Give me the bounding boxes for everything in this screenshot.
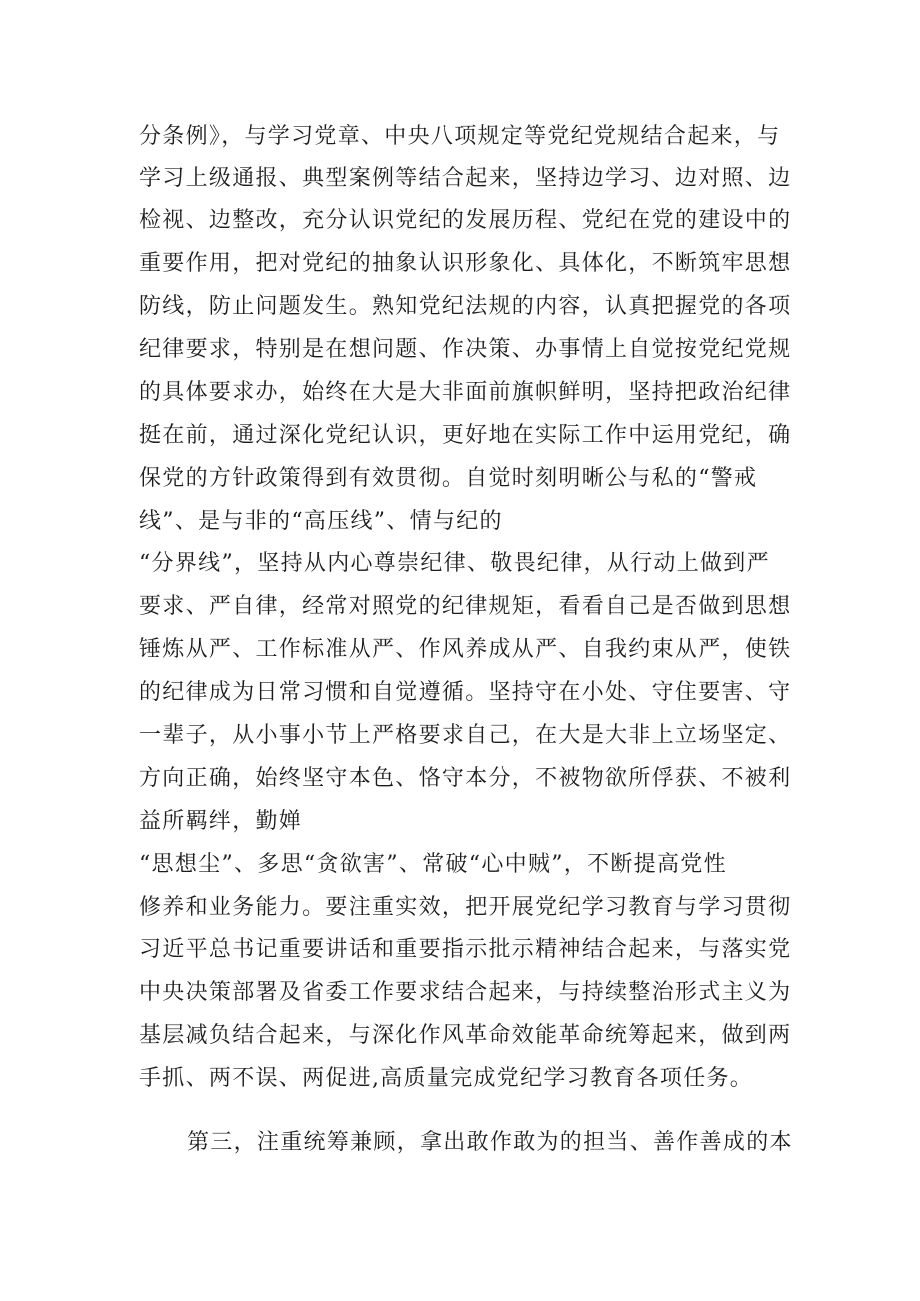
text-line: 锤炼从严、工作标准从严、作风养成从严、自我约束从严，使铁 [139, 637, 792, 662]
text-line: 一辈子，从小事小节上严格要求自己，在大是大非上立场坚定、 [139, 723, 792, 748]
text-line: 方向正确，始终坚守本色、恪守本分，不被物欲所俘获、不被利 [139, 766, 792, 791]
text-line: 手抓、两不误、两促进,高质量完成党纪学习教育各项任务。 [139, 1066, 754, 1091]
text-line: 的纪律成为日常习惯和自觉遵循。坚持守在小处、守住要害、守 [139, 680, 792, 705]
text-line: 益所羁绊，勤婵 [139, 809, 303, 834]
text-line: 保党的方针政策得到有效贯彻。自觉时刻明晰公与私的“警戒 [139, 466, 758, 491]
text-line: 修养和业务能力。要注重实效，把开展党纪学习教育与学习贯彻 [139, 895, 792, 920]
text-line: 的具体要求办，始终在大是大非面前旗帜鲜明，坚持把政治纪律 [139, 380, 792, 405]
text-line: “分界线”，坚持从内心尊崇纪律、敬畏纪律，从行动上做到严 [139, 551, 770, 576]
paragraph-start-line: 第三，注重统筹兼顾，拿出敢作敢为的担当、善作善成的本 [187, 1130, 793, 1155]
text-line: 习近平总书记重要讲话和重要指示批示精神结合起来，与落实党 [139, 937, 792, 962]
text-line: 中央决策部署及省委工作要求结合起来，与持续整治形式主义为 [139, 980, 792, 1005]
text-line: 防线，防止问题发生。熟知党纪法规的内容，认真把握党的各项 [139, 294, 792, 319]
text-line: 分条例》，与学习党章、中央八项规定等党纪党规结合起来，与 [139, 124, 781, 149]
text-line: 纪律要求，特别是在想问题、作决策、办事情上自觉按党纪党规 [139, 337, 792, 362]
text-line: 要求、严自律，经常对照党的纪律规矩，看看自己是否做到思想 [139, 594, 792, 619]
text-line: 基层减负结合起来，与深化作风革命效能革命统筹起来，做到两 [139, 1023, 792, 1048]
text-line: 挺在前，通过深化党纪认识，更好地在实际工作中运用党纪，确 [139, 423, 792, 448]
text-line: 学习上级通报、典型案例等结合起来，坚持边学习、边对照、边 [139, 166, 792, 191]
text-line: “思想尘”、多思“贪欲害”、常破“心中贼”，不断提高党性 [139, 852, 727, 877]
text-line: 线”、是与非的“高压线”、情与纪的 [139, 509, 503, 534]
text-line: 检视、边整改，充分认识党纪的发展历程、党纪在党的建设中的 [139, 208, 792, 233]
text-line: 重要作用，把对党纪的抽象认识形象化、具体化，不断筑牢思想 [139, 251, 792, 276]
